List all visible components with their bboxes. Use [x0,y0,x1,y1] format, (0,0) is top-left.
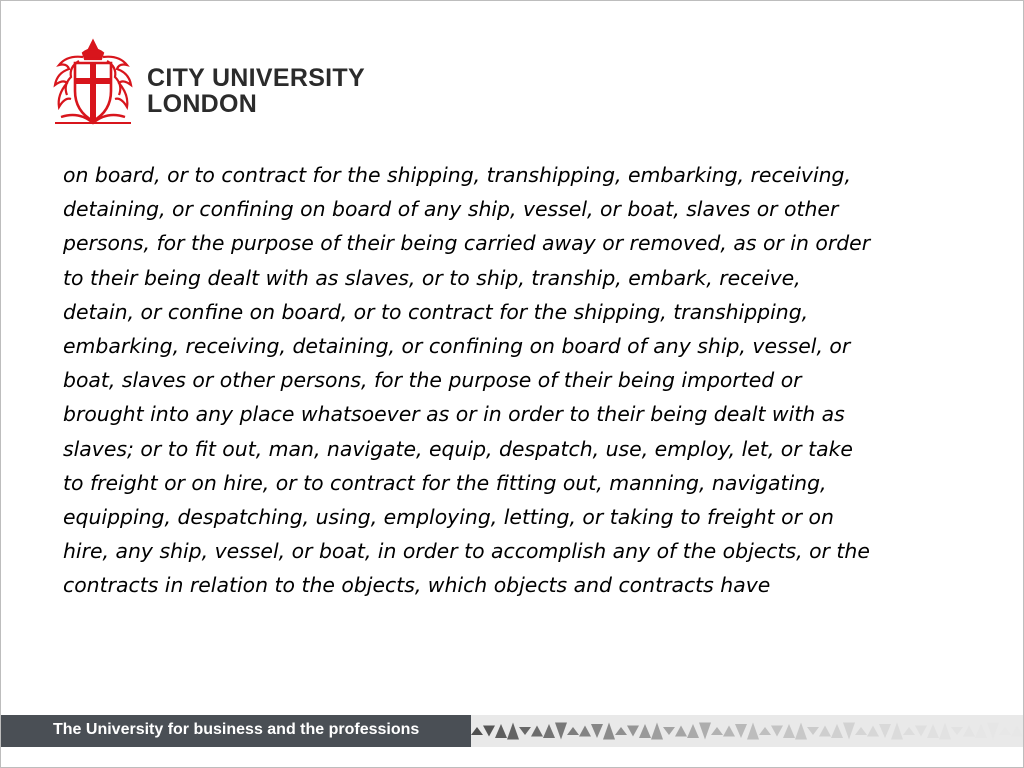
body-line: to their being dealt with as slaves, or to ship, tranship, embark, receive, [63,265,801,290]
body-line: persons, for the purpose of their being carried away or removed, as or in order [63,231,871,256]
logo-line-london: LONDON [147,90,258,118]
body-line: boat, slaves or other persons, for the purpose of their being imported or [63,368,802,393]
slide-body-text [63,158,983,603]
footer [1,715,1023,747]
footer-bar [1,715,471,747]
body-line: equipping, despatching, using, employing, letting, or taking to freight or on [63,505,834,530]
logo-text [147,65,365,117]
body-line: contracts in relation to the objects, which objects and contracts have [63,573,771,598]
footer-pattern-decoration [471,715,1023,747]
body-line: brought into any place whatsoever as or in order to their being dealt with as [63,402,845,427]
crest-icon [49,37,137,129]
university-logo [49,37,379,133]
body-line: hire, any ship, vessel, or boat, in order to accomplish any of the objects, or the [63,539,870,564]
body-line: detain, or confine on board, or to contract for the shipping, transhipping, [63,299,809,324]
body-line: embarking, receiving, detaining, or confining on board of any ship, vessel, or [63,334,851,359]
body-line: detaining, or confining on board of any ship, vessel, or boat, slaves or other [63,197,839,222]
footer-tagline: The University for business and the professions [53,721,420,738]
body-line: to freight or on hire, or to contract for the fitting out, manning, navigating, [63,470,827,495]
logo-line-city-university: CITY UNIVERSITY [147,64,365,92]
body-line: on board, or to contract for the shipping, transhipping, embarking, receiving, [63,163,851,187]
body-line: slaves; or to fit out, man, navigate, equip, despatch, use, employ, let, or take [63,436,853,461]
